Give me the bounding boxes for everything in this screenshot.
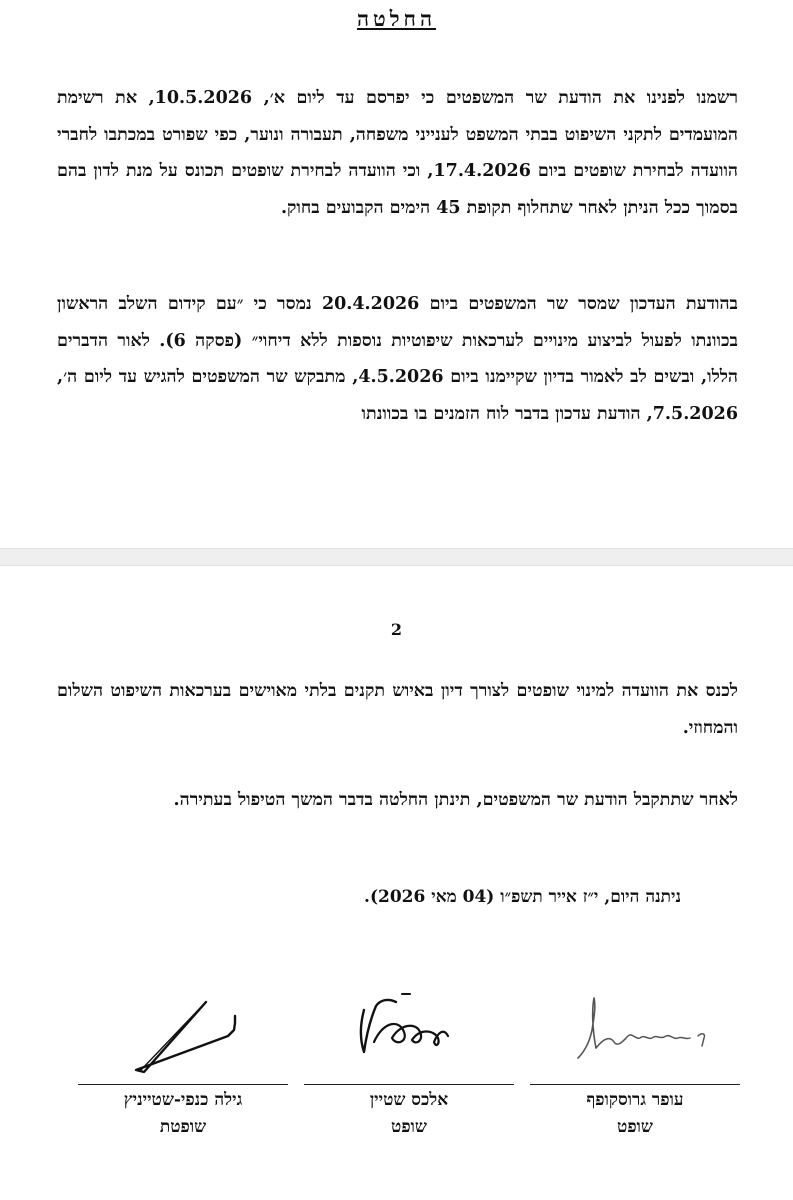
signature-block-grosskopf [530,980,740,1145]
page-number: 2 [390,620,403,639]
decision-paragraph-3: לכנס את הוועדה למינוי שופטים לצורך דיון באיוש תקנים בלתי מאוישים בערכאות השיפוט השלום והמחוזי. [57,681,738,738]
signature-line [78,1084,288,1085]
signer-name: גילה כנפי-שטייניץ [123,1090,243,1110]
signer-role: שופט [617,1117,653,1137]
decision-paragraph-4: לאחר שתתקבל הודעת שר המשפטים, תינתן החלטה בדבר המשך הטיפול בעתירה. [173,790,738,810]
signature-image-canfy-steinitz [78,980,288,1084]
signature-line [304,1084,514,1085]
decision-paragraph-2: בהודעת העדכון שמסר שר המשפטים ביום 20.4.2026 נמסר כי ״עם קידום השלב הראשון בכוונתו לפעול לביצוע מינויים לערכאות שיפוטיות נוספות ללא דיחוי״ (פסקה 6). לאור הדברים הללו, ובשים לב לאמור בדיון שקיימנו ביום 4.5.2026, מתבקש שר המשפטים להגיש עד ליום ה׳, 7.5.2026, הודעת עדכון בדבר לוח הזמנים בו בכוונתו [57,294,739,424]
signer-role: שופט [391,1117,427,1137]
document-page-1 [0,0,793,548]
signature-image-grosskopf [530,980,740,1084]
signature-line [530,1084,740,1085]
decision-paragraph-1: רשמנו לפנינו את הודעת שר המשפטים כי יפרסם עד ליום א׳, 10.5.2026, את רשימת המועמדים לתקני השיפוט בבתי המשפט לענייני משפחה, תעבורה ונוער, כפי שפורט במכתבו לחברי הוועדה לבחירת שופטים ביום 17.4.2026, וכי הוועדה לבחירת שופטים תכונס על מנת לדון בהם בסמוך ככל הניתן לאחר שתחלוף תקופת 45 הימים הקבועים בחוק. [57,88,738,218]
decision-title: החלטה [356,6,437,31]
signature-image-stein [304,980,514,1084]
signer-name: אלכס שטיין [369,1090,449,1110]
signature-block-stein [304,980,514,1145]
signature-block-canfy-steinitz [78,980,288,1145]
signer-name: עופר גרוסקופף [586,1090,684,1110]
signer-role: שופטת [159,1117,207,1137]
page-separator [0,548,793,566]
given-date-line: ניתנה היום, י״ז אייר תשפ״ו (04 מאי 2026). [364,887,681,907]
